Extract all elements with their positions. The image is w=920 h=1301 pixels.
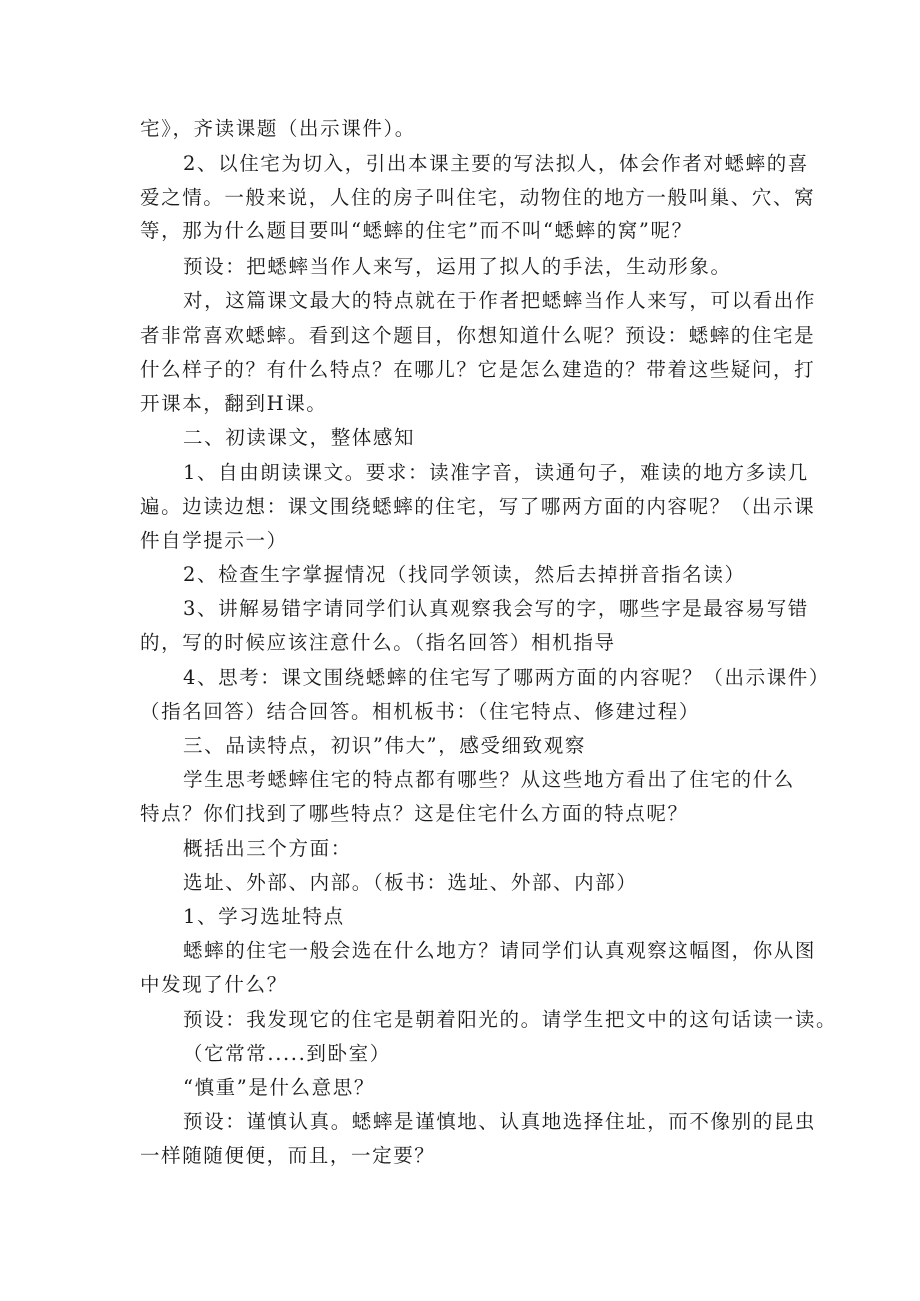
text-line: 的，写的时候应该注意什么。（指名回答）相机指导 (140, 631, 616, 654)
text-line: 2、检查生字掌握情况（找同学领读，然后去掉拼音指名读） (183, 563, 746, 586)
text-line: 特点？你们找到了哪些特点？这是住宅什么方面的特点呢？ (140, 802, 689, 825)
text-line: （指名回答）结合回答。相机板书：（住宅特点、修建过程） (140, 700, 700, 723)
text-line: 4、思考：课文围绕蟋蟀的住宅写了哪两方面的内容呢？（出示课件） (183, 666, 831, 689)
section-heading: 三、品读特点，初识”伟大”，感受细致观察 (183, 734, 586, 757)
text-line: 遍。边读边想：课文围绕蟋蟀的住宅，写了哪两方面的内容呢？（出示课 (140, 495, 816, 518)
text-line: 选址、外部、内部。（板书：选址、外部、内部） (183, 871, 638, 894)
text-line: 开课本，翻到H课。 (140, 392, 328, 415)
text-line: “慎重”是什么意思？ (183, 1076, 375, 1099)
text-line: 爱之情。一般来说，人住的房子叫住宅，动物住的地方一般叫巢、穴、窝 (140, 186, 816, 209)
text-line: 学生思考蟋蟀住宅的特点都有哪些？从这些地方看出了住宅的什么 (183, 768, 795, 791)
subsection-heading: 1、学习选址特点 (183, 905, 345, 928)
text-line: 预设：谨慎认真。蟋蟀是谨慎地、认真地选择住址，而不像别的昆虫 (183, 1110, 817, 1133)
text-line: 件自学提示一） (140, 529, 288, 552)
text-line: 预设：我发现它的住宅是朝着阳光的。请学生把文中的这句话读一读。 (183, 1008, 838, 1031)
text-line: 等，那为什么题目要叫“蟋蟀的住宅”而不叫“蟋蟀的窝”呢？ (140, 219, 693, 242)
text-line: 宅》，齐读课题（出示课件）。 (140, 117, 416, 140)
text-line: 预设：把蟋蟀当作人来写，运用了拟人的手法，生动形象。 (183, 255, 732, 278)
text-line: 中发现了什么？ (140, 973, 288, 996)
section-heading: 二、初读课文，整体感知 (183, 426, 416, 449)
text-line: 什么样子的？有什么特点？在哪儿？它是怎么建造的？带着这些疑问，打 (140, 358, 816, 381)
text-line: 者非常喜欢蟋蟀。看到这个题目，你想知道什么呢？预设：蟋蟀的住宅是 (140, 324, 816, 347)
text-line: 一样随随便便，而且，一定要？ (140, 1144, 436, 1167)
text-line: 3、讲解易错字请同学们认真观察我会写的字，哪些字是最容易写错 (183, 597, 809, 620)
text-line: 2、以住宅为切入，引出本课主要的写法拟人，体会作者对蟋蟀的喜 (183, 152, 809, 175)
text-line: 概括出三个方面： (183, 837, 352, 860)
text-line: 对，这篇课文最大的特点就在于作者把蟋蟀当作人来写，可以看出作 (183, 289, 817, 312)
text-line: （它常常.....到卧室） (183, 1042, 391, 1065)
text-line: 1、自由朗读课文。要求：读准字音，读通句子，难读的地方多读几 (183, 461, 809, 484)
text-line: 蟋蟀的住宅一般会选在什么地方？请同学们认真观察这幅图，你从图 (183, 939, 817, 962)
